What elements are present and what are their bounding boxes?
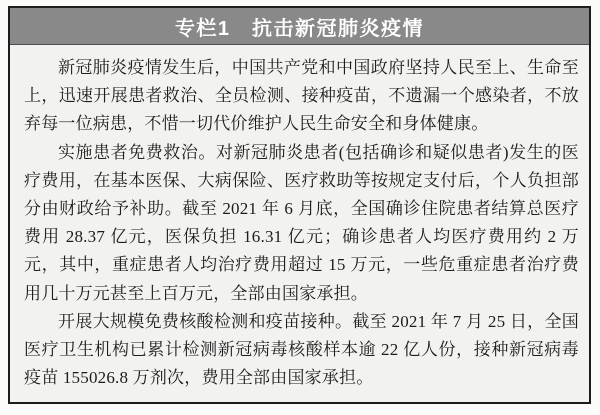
column-body	[10, 45, 589, 392]
paragraph-overview: 新冠肺炎疫情发生后，中国共产党和中国政府坚持人民至上、生命至上，迅速开展患者救治、全员检测、接种疫苗，不遗漏一个感染者，不放弃每一位病患，不惜一切代价维护人民生命安全和身体健康。	[24, 58, 579, 134]
paragraph-testing-vaccination: 开展大规模免费核酸检测和疫苗接种。截至 2021 年 7 月 25 日，全国医疗卫生机构已累计检测新冠病毒核酸样本逾 22 亿人份，接种新冠病毒疫苗 155026.8 万剂次，费用全部由国家承担。	[24, 311, 579, 388]
paragraph-free-treatment: 实施患者免费救治。对新冠肺炎患者(包括确诊和疑似患者)发生的医疗费用，在基本医保、大病保险、医疗救助等按规定支付后，个人负担部分由财政给予补助。截至 2021 年 6 月底，全国确诊住院患者结算总医疗费用 28.37 亿元，医保负担 16.31 亿元；确诊患者人均医疗费用约 2 万元，其中，重症患者人均治疗费用超过 15 万元，一些危重症患者治疗费用几十万元甚至上百万元，全部由国家承担。	[24, 142, 579, 303]
column-box	[8, 6, 591, 404]
column-title: 专栏1 抗击新冠肺炎疫情	[174, 17, 425, 40]
column-title-bar	[10, 8, 589, 45]
